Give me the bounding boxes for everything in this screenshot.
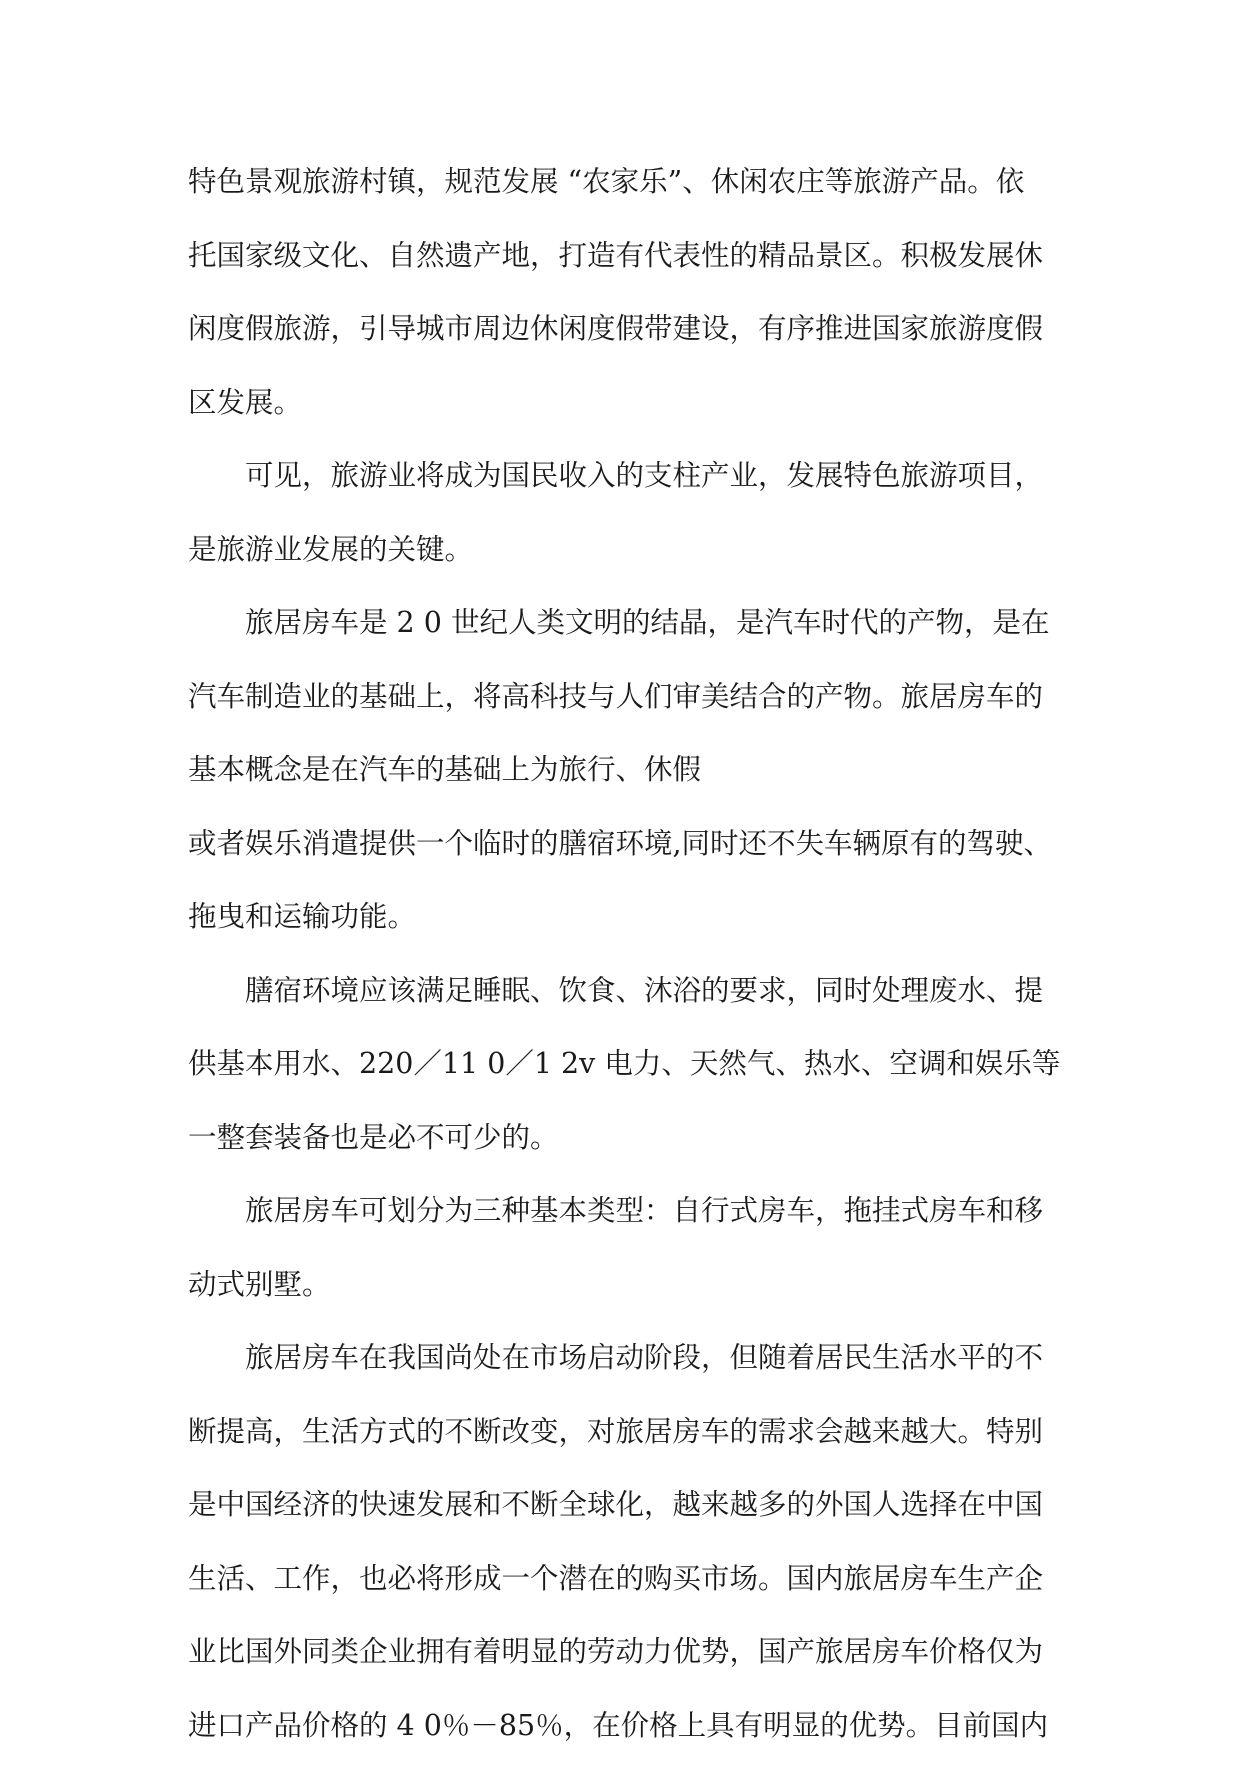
paragraph-first-line: 膳宿环境应该满足睡眠、饮食、沐浴的要求，同时处理废水、提	[188, 971, 1068, 1045]
paragraph-first-line: 可见，旅游业将成为国民收入的支柱产业，发展特色旅游项目，	[188, 456, 1068, 530]
text-line: 特色景观旅游村镇，规范发展 “农家乐”、休闲农庄等旅游产品。依	[188, 162, 1068, 236]
text-line: 是旅游业发展的关键。	[188, 530, 1068, 604]
text-line: 区发展。	[188, 383, 1068, 457]
paragraph-first-line: 旅居房车是 2 0 世纪人类文明的结晶，是汽车时代的产物，是在	[188, 603, 1068, 677]
paragraph-first-line: 旅居房车可划分为三种基本类型：自行式房车，拖挂式房车和移	[188, 1191, 1068, 1265]
text-line: 闲度假旅游，引导城市周边休闲度假带建设，有序推进国家旅游度假	[188, 309, 1068, 383]
text-line: 汽车制造业的基础上，将高科技与人们审美结合的产物。旅居房车的	[188, 677, 1068, 751]
text-line: 生活、工作，也必将形成一个潜在的购买市场。国内旅居房车生产企	[188, 1559, 1068, 1633]
text-line: 基本概念是在汽车的基础上为旅行、休假	[188, 750, 1068, 824]
text-line: 供基本用水、220／11 0／1 2v 电力、天然气、热水、空调和娱乐等	[188, 1044, 1068, 1118]
paragraph-first-line: 旅居房车在我国尚处在市场启动阶段，但随着居民生活水平的不	[188, 1338, 1068, 1412]
text-line: 断提高，生活方式的不断改变，对旅居房车的需求会越来越大。特别	[188, 1412, 1068, 1486]
text-line: 拖曳和运输功能。	[188, 897, 1068, 971]
text-line: 动式别墅。	[188, 1265, 1068, 1339]
text-line: 是中国经济的快速发展和不断全球化，越来越多的外国人选择在中国	[188, 1485, 1068, 1559]
text-line: 一整套装备也是必不可少的。	[188, 1118, 1068, 1192]
text-line: 业比国外同类企业拥有着明显的劳动力优势，国产旅居房车价格仅为	[188, 1632, 1068, 1706]
text-line: 托国家级文化、自然遗产地，打造有代表性的精品景区。积极发展休	[188, 236, 1068, 310]
body-text	[188, 162, 1068, 1779]
text-line: 或者娱乐消遣提供一个临时的膳宿环境,同时还不失车辆原有的驾驶、	[188, 824, 1068, 898]
text-line: 进口产品价格的 4 0％－85％，在价格上具有明显的优势。目前国内	[188, 1706, 1068, 1779]
